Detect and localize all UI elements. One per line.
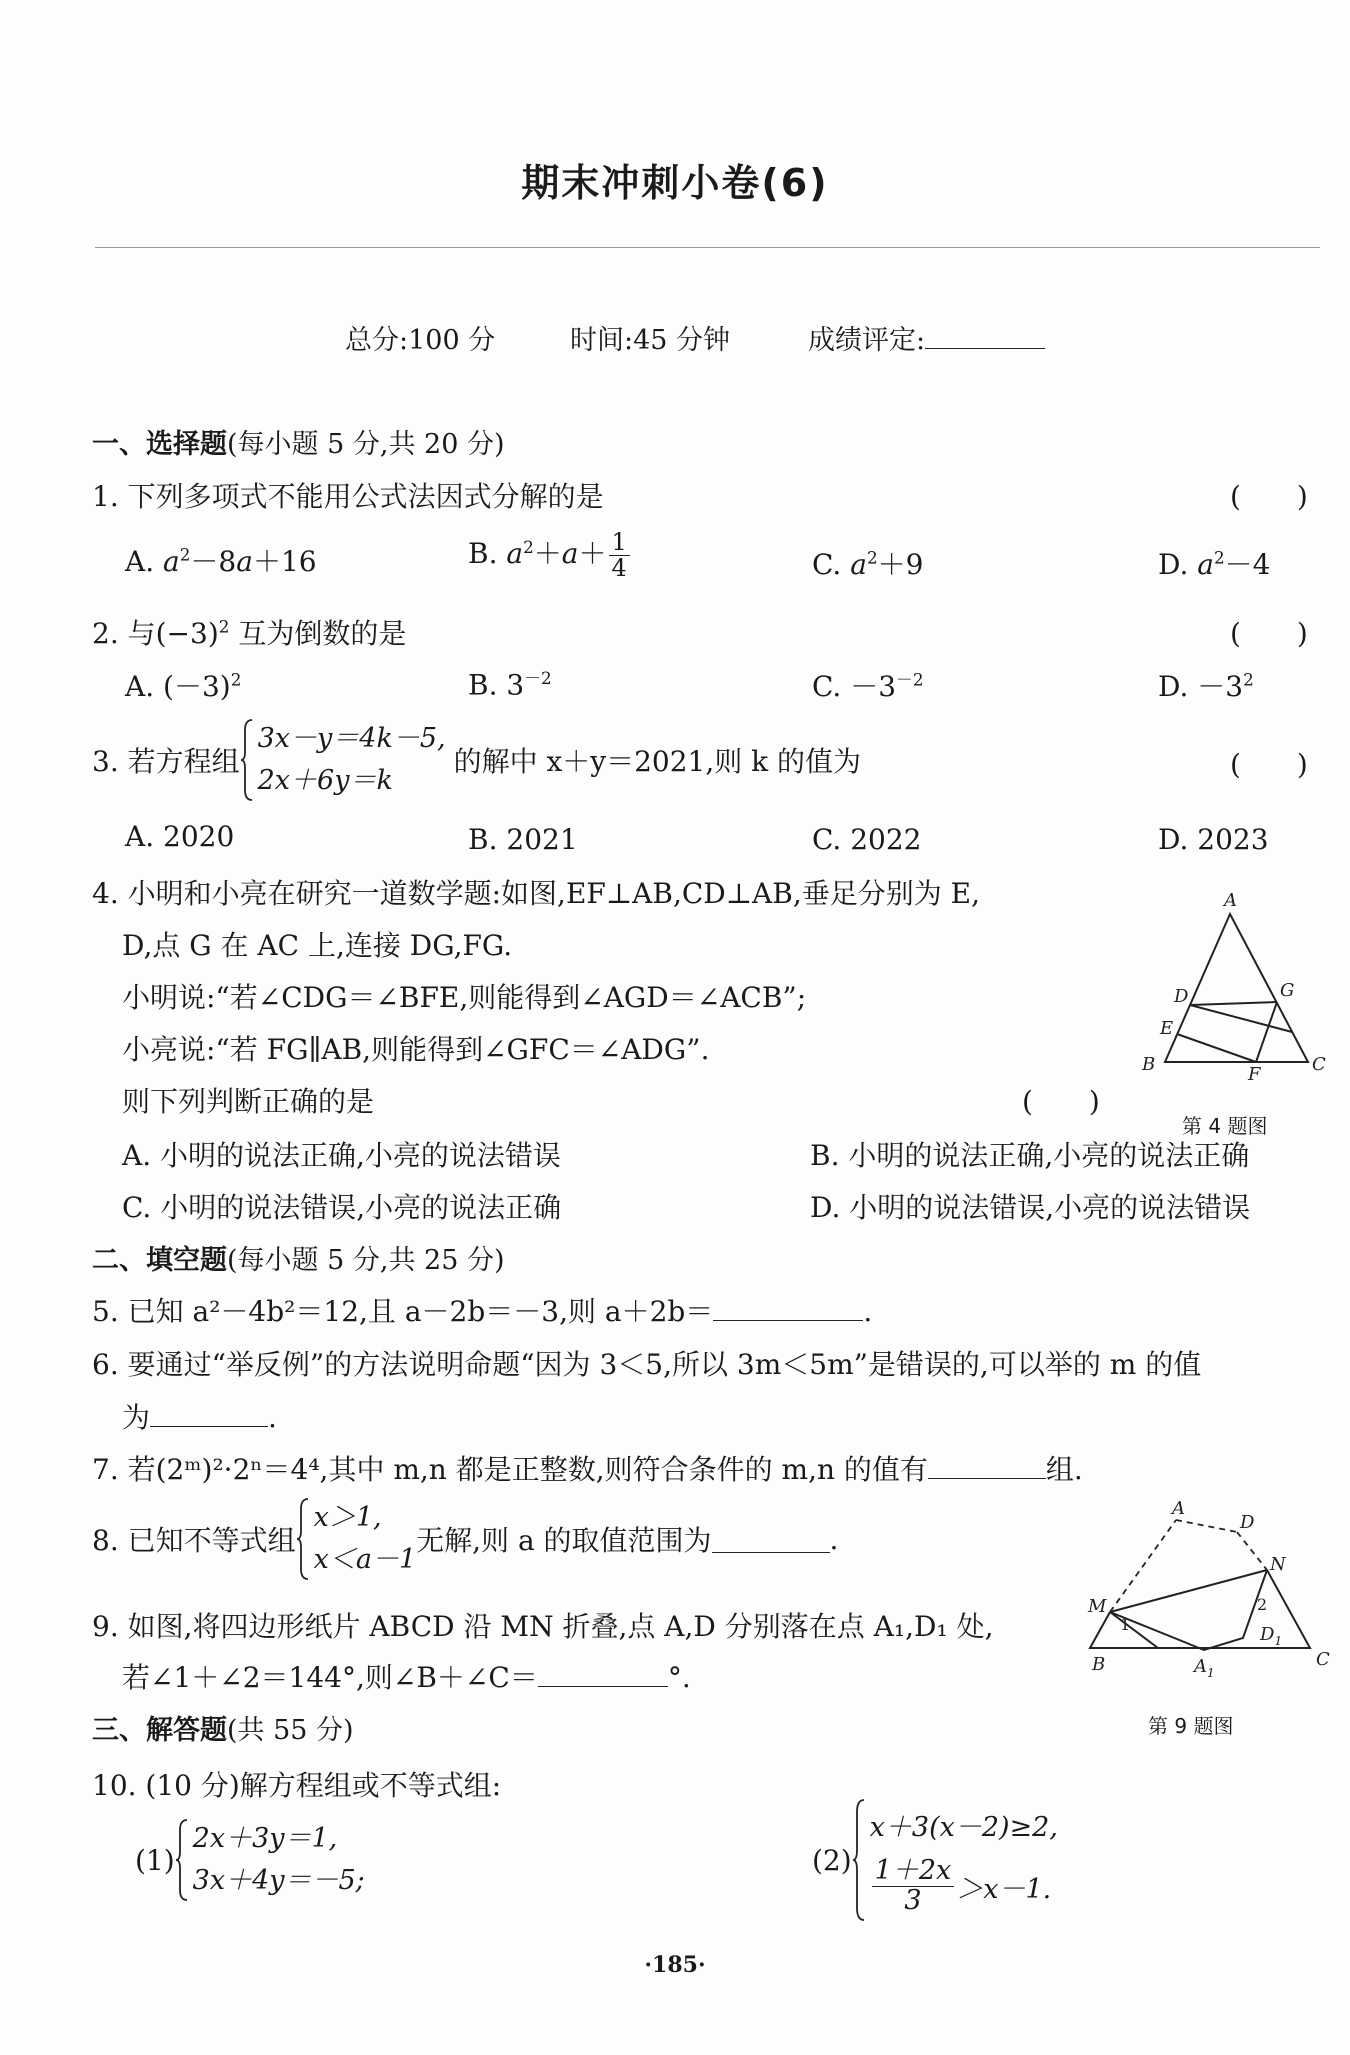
q2-option-a[interactable]: A. $(-3)^2$ (125, 669, 242, 703)
q10-p2-numerator: 1＋2x (872, 1857, 955, 1886)
q7-tail: 组. (1045, 1453, 1083, 1486)
grade-label (808, 318, 1045, 357)
q9-figure-caption: 第 9 题图 (1148, 1714, 1234, 1738)
svg-text:F: F (1248, 1064, 1261, 1080)
q1-option-a[interactable]: A. $a^2-8a+16$ (125, 544, 317, 578)
q1-option-b-letter: B. (468, 537, 498, 571)
q10-part-1-label: (1) (135, 1843, 175, 1877)
question-4-line5: 则下列判断正确的是 (122, 1085, 375, 1118)
svg-text:C: C (1312, 1054, 1326, 1075)
question-1-stem: 1. 下列多项式不能用公式法因式分解的是 (92, 480, 604, 513)
q4-option-a[interactable]: A. 小明的说法正确,小亮的说法错误 (122, 1139, 561, 1172)
svg-text:N: N (1270, 1554, 1286, 1575)
q2-answer-paren[interactable]: ( ) (1230, 617, 1308, 650)
q8-pre: 8. 已知不等式组 (92, 1524, 296, 1557)
left-brace-icon (240, 718, 254, 802)
q9-tail: °. (667, 1661, 691, 1694)
svg-text:A: A (1172, 1500, 1185, 1519)
q1-answer-paren[interactable]: ( ) (1230, 480, 1308, 513)
grade-label-text: 成绩评定: (808, 325, 926, 356)
q6-line2-text: 为 (122, 1401, 151, 1434)
section-1-title: 一、选择题 (92, 429, 227, 460)
left-brace-icon (852, 1798, 866, 1922)
q3-option-d[interactable]: D. 2023 (1158, 823, 1269, 856)
svg-text:2: 2 (1257, 1595, 1268, 1614)
figure-q9-quadrilateral (1080, 1500, 1340, 1700)
svg-text:D1: $D_1$ (1260, 1624, 1283, 1648)
q3-answer-paren[interactable]: ( ) (1230, 748, 1308, 781)
q10-p1-eq2: 3x＋4y＝－5; (192, 1865, 365, 1896)
grade-blank[interactable] (925, 322, 1045, 349)
q8-system (314, 1497, 417, 1581)
figure-q4-triangle (1130, 890, 1330, 1080)
svg-text:B: B (1142, 1054, 1156, 1075)
section-2-heading (92, 1238, 505, 1277)
question-3-stem (92, 718, 861, 802)
time-limit: 时间:45 分钟 (570, 325, 731, 356)
q6-answer-blank[interactable] (150, 1400, 268, 1427)
section-1-note: (每小题 5 分,共 20 分) (227, 429, 505, 460)
question-6-line1: 6. 要通过“举反例”的方法说明命题“因为 3＜5,所以 3m＜5m”是错误的,可以举的 m 的值 (92, 1348, 1202, 1381)
q2-stem-pre: 2. 与(−3) (92, 617, 219, 650)
q8-post: 无解,则 a 的取值范围为 (416, 1524, 712, 1557)
q3-stem-pre: 3. 若方程组 (92, 745, 240, 778)
q8-eq1: x＞1, (313, 1502, 382, 1533)
q4-option-d[interactable]: D. 小明的说法错误,小亮的说法错误 (810, 1191, 1251, 1224)
q1-option-a-letter: A. (125, 545, 155, 578)
question-4-line3: 小明说:“若∠CDG＝∠BFE,则能得到∠AGD＝∠ACB”; (122, 981, 807, 1014)
fraction-one-quarter: $\frac{1}{4}$ (609, 530, 630, 581)
q1-option-c-letter: C. (812, 548, 842, 581)
q7-answer-blank[interactable] (928, 1452, 1046, 1479)
q5-stem: 5. 已知 a²－4b²＝12,且 a－2b＝－3,则 a＋2b＝ (92, 1295, 714, 1328)
section-3-title: 三、解答题 (92, 1715, 227, 1746)
q4-option-c[interactable]: C. 小明的说法错误,小亮的说法正确 (122, 1191, 562, 1224)
page-title: 期末冲刺小卷(6) (521, 161, 829, 205)
q3-option-c[interactable]: C. 2022 (812, 823, 922, 856)
svg-text:1: 1 (1120, 1615, 1131, 1634)
question-10-stem: 10. (10 分)解方程组或不等式组: (92, 1769, 502, 1802)
q10-p1-eq1: 2x＋3y＝1, (192, 1823, 338, 1854)
q1-option-c[interactable]: C. $a^2+9$ (812, 547, 924, 581)
svg-text:D: D (1240, 1512, 1255, 1533)
q8-eq2: x＜a－1 (313, 1544, 417, 1575)
svg-text:B: B (1092, 1654, 1106, 1675)
question-7 (92, 1448, 1083, 1488)
q9-answer-blank[interactable] (538, 1660, 668, 1687)
section-1-heading (92, 422, 505, 461)
svg-text:A: A (1224, 890, 1237, 911)
q10-part-2 (812, 1798, 1058, 1922)
q4-answer-paren[interactable]: ( ) (1022, 1085, 1100, 1118)
q1-option-d-letter: D. (1158, 548, 1189, 581)
section-2-title: 二、填空题 (92, 1245, 227, 1276)
q5-answer-blank[interactable] (713, 1294, 863, 1321)
q3-option-a[interactable]: A. 2020 (125, 820, 235, 853)
q2-option-b[interactable]: B. $3^{-2}$ (468, 668, 552, 702)
question-8: 8. 已知不等式组 x＞1, x＜a－1 无解,则 a 的取值范围为 . (92, 1497, 838, 1581)
q10-p2-denominator: 3 (904, 1884, 922, 1916)
q2-option-c[interactable]: C. $-3^{-2}$ (812, 669, 924, 703)
q10-p2-eq1: x＋3(x－2)≥2, (869, 1812, 1058, 1844)
section-2-note: (每小题 5 分,共 25 分) (227, 1245, 505, 1276)
q4-option-b[interactable]: B. 小明的说法正确,小亮的说法正确 (810, 1139, 1250, 1172)
q3-option-b[interactable]: B. 2021 (468, 823, 578, 856)
question-6-line2: 为 . (122, 1401, 277, 1434)
q3-system (258, 718, 446, 802)
question-5: 5. 已知 a²－4b²＝12,且 a－2b＝－3,则 a＋2b＝ . (92, 1295, 873, 1328)
q10-part-1-system (193, 1818, 365, 1902)
q3-eq2: 2x＋6y＝k (257, 765, 393, 796)
q2-stem-post: 互为倒数的是 (229, 617, 407, 650)
page-number: ·185· (644, 1952, 706, 1978)
question-9-line1: 9. 如图,将四边形纸片 ABCD 沿 MN 折叠,点 A,D 分别落在点 A₁,D₁ 处, (92, 1610, 994, 1643)
q4-figure-caption: 第 4 题图 (1182, 1114, 1268, 1138)
question-4-line2: D,点 G 在 AC 上,连接 DG,FG. (122, 929, 513, 962)
question-9-line2 (122, 1656, 691, 1696)
question-4-line1: 4. 小明和小亮在研究一道数学题:如图,EF⊥AB,CD⊥AB,垂足分别为 E, (92, 877, 980, 910)
svg-text:G: G (1280, 980, 1295, 1001)
q9-line2-text: 若∠1＋∠2＝144°,则∠B＋∠C＝ (122, 1661, 538, 1694)
title-divider (95, 247, 1320, 248)
svg-text:M: M (1088, 1596, 1107, 1617)
svg-text:D: D (1174, 986, 1189, 1007)
section-3-note: (共 55 分) (227, 1715, 354, 1746)
q8-answer-blank[interactable] (712, 1526, 830, 1553)
q10-part-2-system (870, 1805, 1058, 1915)
left-brace-icon (296, 1497, 310, 1581)
question-2-stem: 2. 与$(-3)^2$ 互为倒数的是 (92, 616, 407, 650)
q2-option-d[interactable]: D. $-3^2$ (1158, 669, 1254, 703)
svg-text:A1: $A_1$ (1194, 1656, 1215, 1680)
q10-part-2-label: (2) (812, 1843, 852, 1877)
q3-stem-post: 的解中 x＋y＝2021,则 k 的值为 (453, 745, 862, 778)
svg-text:C: C (1316, 1649, 1330, 1670)
total-score: 总分:100 分 (345, 325, 496, 356)
q10-p2-rest: ＞x－1. (956, 1873, 1052, 1905)
q7-stem: 7. 若(2ᵐ)²·2ⁿ＝4⁴,其中 m,n 都是正整数,则符合条件的 m,n 的值有 (92, 1453, 928, 1486)
question-4-line4: 小亮说:“若 FG∥AB,则能得到∠GFC＝∠ADG”. (122, 1033, 710, 1066)
svg-text:E: E (1160, 1018, 1174, 1039)
q3-eq1: 3x－y＝4k－5, (257, 723, 446, 754)
q1-option-b[interactable]: B. $a^2+a+$ $\frac{1}{4}$ (468, 530, 632, 581)
left-brace-icon (175, 1818, 189, 1902)
q1-option-d[interactable]: D. $a^2-4$ (1158, 547, 1271, 581)
q10-p2-fraction (872, 1857, 955, 1915)
q10-p2-eq2 (870, 1857, 1058, 1915)
q10-part-1 (135, 1818, 365, 1902)
section-3-heading (92, 1708, 354, 1747)
